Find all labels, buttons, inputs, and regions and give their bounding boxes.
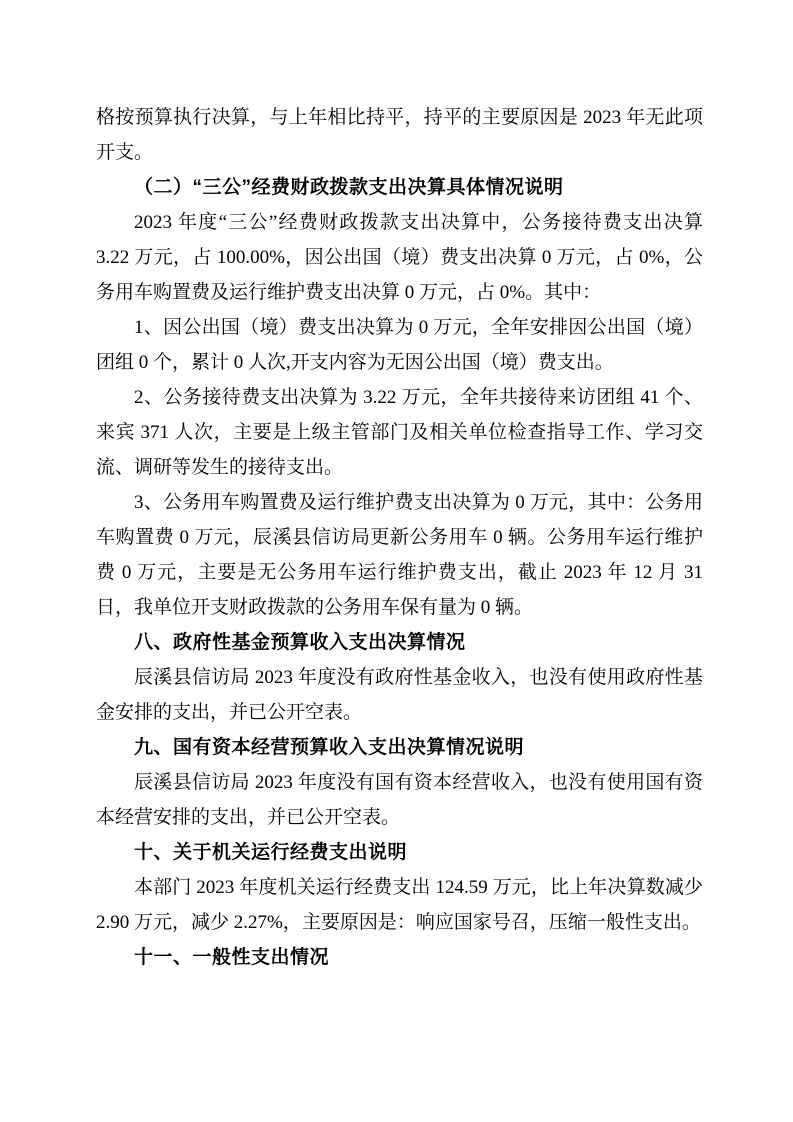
section-heading: （二）“三公”经费财政拨款支出决算具体情况说明	[134, 177, 564, 198]
paragraph: 2023 年度“三公”经费财政拨款支出决算中，公务接待费支出决算 3.22 万元，占 100.00%，因公出国（境）费支出决算 0 万元，占 0%，公务用车购置费及运行维护费支出决算 0 万元，占 0%。其中：	[96, 212, 703, 303]
section-heading: 八、政府性基金预算收入支出决算情况	[134, 632, 466, 653]
section-heading: 十一、一般性支出情况	[134, 947, 330, 968]
paragraph: 2、公务接待费支出决算为 3.22 万元，全年共接待来访团组 41 个、来宾 371 人次，主要是上级主管部门及相关单位检查指导工作、学习交流、调研等发生的接待支出。	[96, 387, 703, 478]
document-body	[96, 100, 703, 975]
paragraph: 3、公务用车购置费及运行维护费支出决算为 0 万元，其中：公务用车购置费 0 万元，辰溪县信访局更新公务用车 0 辆。公务用车运行维护费 0 万元，主要是无公务用车运行维护费支出，截止 2023 年 12 月 31 日，我单位开支财政拨款的公务用车保有量为 0 辆。	[96, 492, 703, 618]
section-heading: 九、国有资本经营预算收入支出决算情况说明	[134, 737, 525, 758]
paragraph: 本部门 2023 年度机关运行经费支出 124.59 万元，比上年决算数减少 2.90 万元，减少 2.27%，主要原因是：响应国家号召，压缩一般性支出。	[96, 877, 703, 933]
paragraph: 格按预算执行决算，与上年相比持平，持平的主要原因是 2023 年无此项开支。	[96, 107, 703, 163]
section-heading: 十、关于机关运行经费支出说明	[134, 842, 408, 863]
paragraph: 1、因公出国（境）费支出决算为 0 万元，全年安排因公出国（境）团组 0 个，累计 0 人次,开支内容为无因公出国（境）费支出。	[96, 317, 703, 373]
paragraph: 辰溪县信访局 2023 年度没有国有资本经营收入，也没有使用国有资本经营安排的支出，并已公开空表。	[96, 772, 703, 828]
paragraph: 辰溪县信访局 2023 年度没有政府性基金收入，也没有使用政府性基金安排的支出，并已公开空表。	[96, 667, 703, 723]
